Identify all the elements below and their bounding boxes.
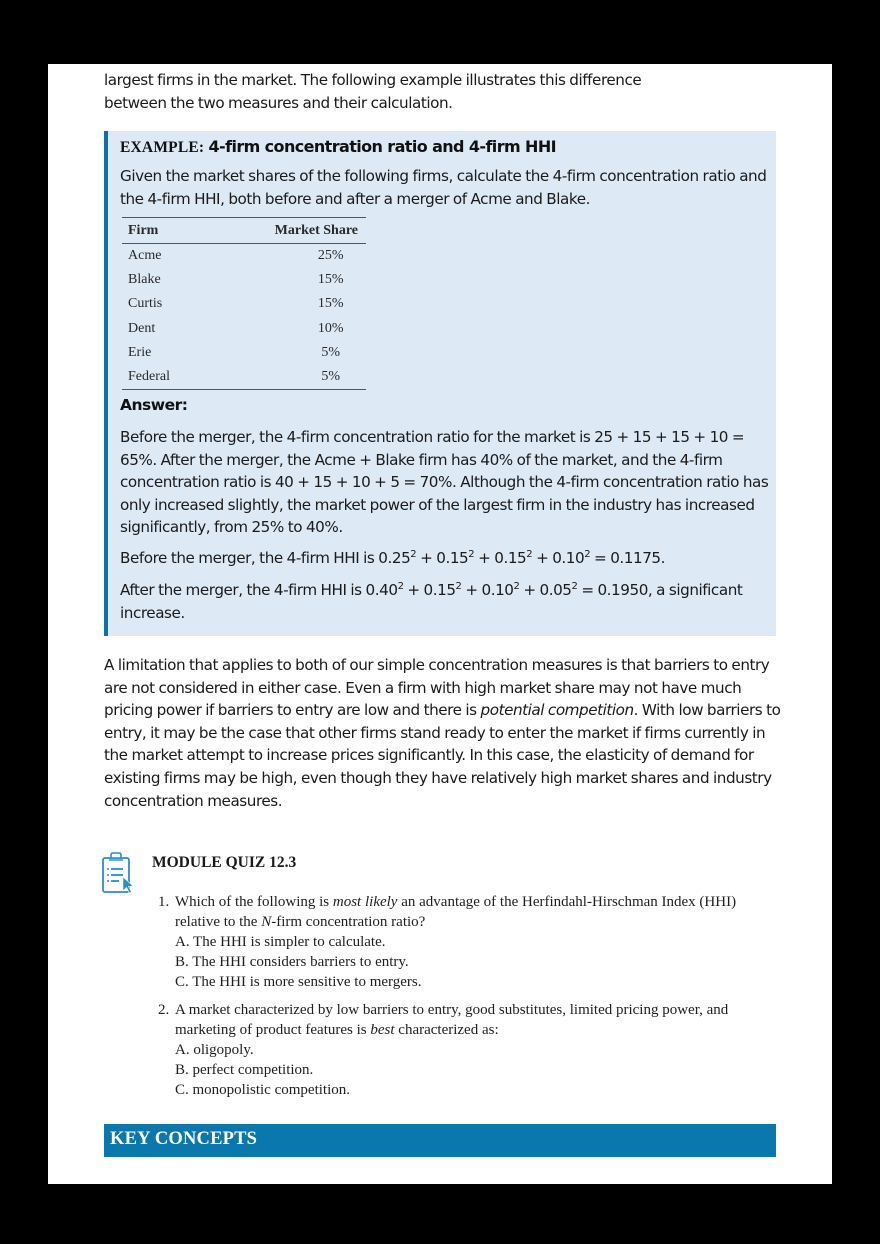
firm-name: Dent xyxy=(128,320,156,336)
stem-emphasis: best xyxy=(370,1022,395,1038)
table-row xyxy=(122,341,366,365)
limitation-paragraph xyxy=(104,654,784,812)
firm-name: Blake xyxy=(128,272,161,288)
firm-name: Curtis xyxy=(128,296,163,312)
header-market-share: Market Share xyxy=(195,218,366,244)
table-row xyxy=(122,365,366,390)
limitation-italic-term: potential competition xyxy=(480,701,634,720)
stem-text: Which of the following is xyxy=(175,894,333,910)
example-given-text: Given the market shares of the following firms, calculate the 4-firm concentration ratio and the 4-firm HHI, both before and after a merger of Acme and Blake. xyxy=(120,167,767,208)
question-number: 1. xyxy=(158,894,170,910)
plus-sign: + xyxy=(416,549,437,567)
answer-option-b[interactable]: B. The HHI considers barriers to entry. xyxy=(175,954,409,970)
quiz-question-2 xyxy=(158,1000,778,1100)
question-number: 2. xyxy=(158,1002,170,1018)
hhi-term: 0.05 xyxy=(539,581,572,599)
key-concepts-header xyxy=(104,1124,776,1157)
clipboard-checklist-icon xyxy=(101,852,135,896)
hhi-after-prefix: After the merger, the 4-firm HHI is xyxy=(120,581,366,599)
hhi-after-result: = 0.1950, a significant increase. xyxy=(120,581,743,622)
quiz-heading: MODULE QUIZ 12.3 xyxy=(152,854,297,871)
exponent: 2 xyxy=(526,549,533,560)
hhi-term: 0.10 xyxy=(481,581,514,599)
stem-text: characterized as: xyxy=(394,1022,499,1038)
limitation-text-a: A limitation that applies to both of our simple concentration measures is that barriers to entry are not considered in either case. Even a firm with high market share may not have much pricing power if barriers to entry are low and there is xyxy=(104,656,770,720)
table-row xyxy=(122,244,366,269)
answer-option-c[interactable]: C. The HHI is more sensitive to mergers. xyxy=(175,974,422,990)
intro-line-1: largest firms in the market. The following example illustrates this difference xyxy=(104,71,642,89)
answer-label: Answer: xyxy=(120,396,188,414)
exponent: 2 xyxy=(397,581,404,592)
exponent: 2 xyxy=(468,549,475,560)
exponent: 2 xyxy=(584,549,591,560)
hhi-term: 0.15 xyxy=(436,549,469,567)
answer-paragraph-3 xyxy=(120,579,772,624)
header-firm: Firm xyxy=(122,218,195,244)
table-row xyxy=(122,292,366,316)
firm-share: 10% xyxy=(317,320,344,336)
firm-name: Erie xyxy=(128,344,152,360)
stem-text: A market characterized by low barriers to entry, good substitutes, limited pricing power, and marketing of product features is xyxy=(175,1002,729,1038)
quiz-question-list xyxy=(158,892,778,1108)
firm-share: 25% xyxy=(317,248,344,264)
stem-emphasis: N xyxy=(261,914,272,930)
exponent: 2 xyxy=(513,581,520,592)
example-label: EXAMPLE: xyxy=(120,139,205,156)
hhi-term: 0.10 xyxy=(552,549,585,567)
hhi-term: 0.25 xyxy=(378,549,411,567)
exponent: 2 xyxy=(410,549,417,560)
example-box xyxy=(104,131,776,636)
firm-name: Federal xyxy=(122,365,195,390)
firm-share: 15% xyxy=(317,296,344,312)
exponent: 2 xyxy=(455,581,462,592)
example-heading: 4-firm concentration ratio and 4-firm HHI xyxy=(208,137,556,156)
exponent: 2 xyxy=(571,581,578,592)
question-stem xyxy=(175,892,778,932)
quiz-question-1 xyxy=(158,892,778,992)
firm-name: Acme xyxy=(128,248,162,264)
answer-option-a[interactable]: A. oligopoly. xyxy=(175,1042,254,1058)
plus-sign: + xyxy=(474,549,495,567)
key-concepts-label: KEY CONCEPTS xyxy=(110,1129,258,1149)
market-share-table xyxy=(122,217,366,390)
hhi-before-result: = 0.1175. xyxy=(590,549,666,567)
limitation-text-b: . With low barriers to entry, it may be the case that other firms stand ready to enter the market if firms currently in the market attempt to increase prices significantly. In this case, the elasticity of demand for existing firms may be high, even though they have relatively high market shares and industry concentration measures. xyxy=(104,701,781,810)
stem-text: an advantage of the Herfindahl-Hirschman Index (HHI) relative to the xyxy=(175,894,737,930)
firm-share: 5% xyxy=(195,365,366,390)
document-page xyxy=(48,64,832,1184)
hhi-before-prefix: Before the merger, the 4-firm HHI is xyxy=(120,549,379,567)
plus-sign: + xyxy=(532,549,553,567)
hhi-term: 0.15 xyxy=(423,581,456,599)
plus-sign: + xyxy=(519,581,540,599)
intro-line-2: between the two measures and their calculation. xyxy=(104,93,453,112)
stem-emphasis: most likely xyxy=(332,894,398,910)
table-header-row xyxy=(122,218,366,244)
question-stem xyxy=(175,1000,778,1040)
firm-share: 15% xyxy=(317,272,344,288)
answer-option-b[interactable]: B. perfect competition. xyxy=(175,1062,314,1078)
answer-option-c[interactable]: C. monopolistic competition. xyxy=(175,1082,350,1098)
table-row xyxy=(122,317,366,341)
answer-paragraph-2 xyxy=(120,547,772,570)
plus-sign: + xyxy=(403,581,424,599)
example-title xyxy=(120,137,556,157)
firm-share: 5% xyxy=(321,344,340,360)
stem-text: -firm concentration ratio? xyxy=(271,914,426,930)
intro-paragraph xyxy=(104,69,784,114)
table-row xyxy=(122,268,366,292)
answer-option-a[interactable]: A. The HHI is simpler to calculate. xyxy=(175,934,386,950)
answer-paragraph-1: Before the merger, the 4-firm concentration ratio for the market is 25 + 15 + 15 + 10 = 65%. After the merger, the Acme + Blake firm has 40% of the market, and the 4-firm concentration ratio is 40 + 15 + 10 + 5 = 70%. Although the 4-firm concentration ratio has only increased slightly, the market power of the largest firm in the industry has increased significantly, from 25% to 40%. xyxy=(120,428,769,537)
hhi-term: 0.40 xyxy=(365,581,398,599)
plus-sign: + xyxy=(461,581,482,599)
hhi-term: 0.15 xyxy=(494,549,527,567)
